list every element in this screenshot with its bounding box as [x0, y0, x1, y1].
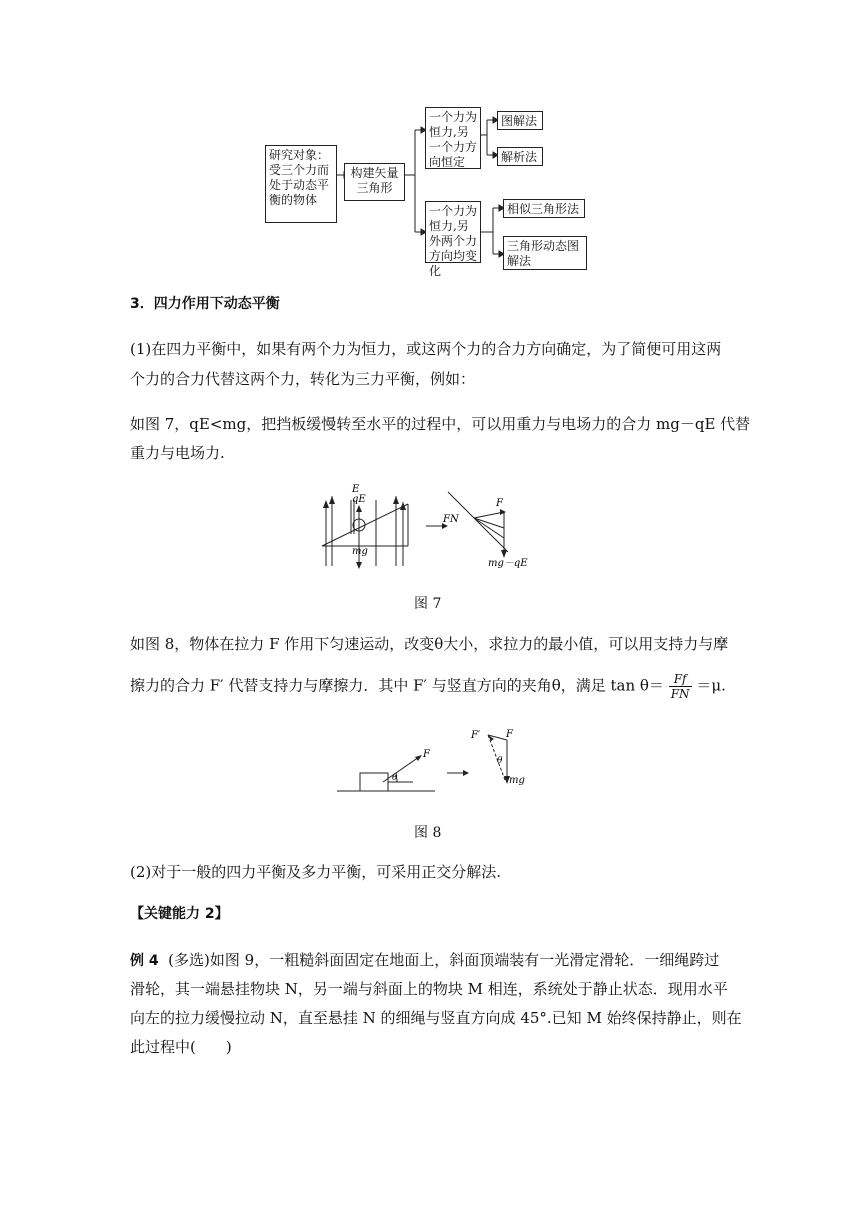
key-ability-heading: 【关键能力 2】 — [130, 906, 229, 922]
fraction-numerator: Ff — [669, 672, 692, 687]
fig8-label-theta2: θ — [497, 756, 503, 766]
fig7-label-mg-qE: mg－qE — [488, 558, 528, 569]
example-line-1-text: (多选)如图 9，一粗糙斜面固定在地面上，斜面顶端装有一光滑定滑轮．一细绳跨过 — [168, 951, 720, 969]
fig8-label-F2: F — [506, 729, 513, 740]
flowchart-object-box: 研究对象：受三个力而处于动态平衡的物体 — [265, 145, 337, 223]
fig8-label-mg: mg — [509, 775, 525, 786]
paragraph-3-tail: ＝μ. — [696, 676, 726, 695]
paragraph-2-line-1: 如图 7，qE<mg，把挡板缓慢转至水平的过程中，可以用重力与电场力的合力 mg－qE 代替 — [130, 415, 751, 433]
fraction-denominator: FN — [670, 687, 690, 701]
flowchart-construct-box: 构建矢量三角形 — [344, 163, 405, 201]
fig7-label-E: E — [352, 484, 360, 495]
paragraph-1-line-2: 个力的合力代替这两个力，转化为三力平衡，例如： — [130, 370, 476, 388]
paragraph-3-line-2-text: 擦力的合力 F′ 代替支持力与摩擦力．其中 F′ 与竖直方向的夹角θ，满足 tan θ＝ — [130, 676, 664, 695]
example-line-1 — [130, 950, 719, 971]
fraction — [669, 672, 692, 701]
figure-8-caption: 图 8 — [414, 825, 442, 841]
fig7-label-qE: qE — [352, 494, 366, 505]
fig8-label-F-prime: F′ — [471, 730, 481, 741]
figure-8 — [335, 725, 535, 795]
figure-7 — [310, 478, 550, 573]
flowchart-method-graphic: 图解法 — [497, 111, 543, 130]
section-heading: 3．四力作用下动态平衡 — [130, 296, 280, 312]
paragraph-2-line-2: 重力与电场力. — [130, 444, 225, 462]
flowchart-method-similar-triangle: 相似三角形法 — [503, 199, 585, 218]
fig8-label-F: F — [423, 749, 430, 760]
fig7-label-FN: FN — [443, 514, 459, 525]
paragraph-1-line-1: (1)在四力平衡中，如果有两个力为恒力，或这两个力的合力方向确定，为了简便可用这两 — [130, 340, 722, 358]
flowchart-method-dynamic-triangle: 三角形动态图解法 — [503, 236, 587, 270]
flowchart-method-analytic: 解析法 — [497, 147, 543, 166]
example-line-4: 此过程中( ) — [130, 1038, 232, 1056]
example-line-2: 滑轮，其一端悬挂物块 N，另一端与斜面上的物块 M 相连，系统处于静止状态．现用水平 — [130, 980, 728, 998]
flowchart-case2-box: 一个力为恒力,另外两个力方向均变化 — [425, 201, 481, 263]
fig7-label-mg: mg — [352, 546, 368, 557]
figure-7-caption: 图 7 — [414, 596, 442, 612]
flowchart-case1-box: 一个力为恒力,另一个力方向恒定 — [425, 107, 481, 169]
example-line-3: 向左的拉力缓慢拉动 N，直至悬挂 N 的细绳与竖直方向成 45°.已知 M 始终保持静止，则在 — [130, 1009, 742, 1027]
fig8-label-theta: θ — [392, 773, 398, 783]
paragraph-3-line-2 — [130, 672, 726, 701]
paragraph-3-line-1: 如图 8，物体在拉力 F 作用下匀速运动，改变θ大小，求拉力的最小值，可以用支持力与摩 — [130, 635, 729, 653]
fig7-label-F: F — [496, 498, 503, 509]
example-label: 例 4 — [130, 953, 159, 969]
paragraph-4: (2)对于一般的四力平衡及多力平衡，可采用正交分解法. — [130, 863, 502, 881]
